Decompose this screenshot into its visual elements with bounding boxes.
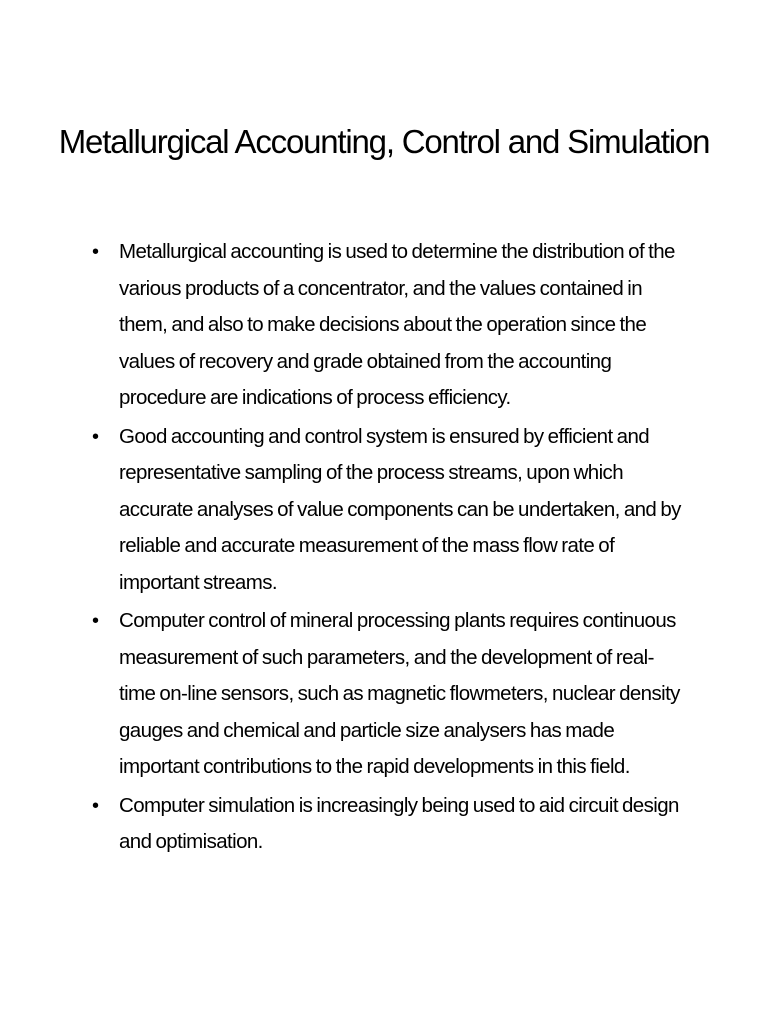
bullet-marker: • <box>92 425 99 448</box>
slide-title: Metallurgical Accounting, Control and Simulation <box>58 123 710 160</box>
bullet-item <box>88 788 688 861</box>
bullet-marker: • <box>92 241 99 263</box>
bullet-text: Computer control of mineral processing plants requires continuous measurement of such parameters, and the development of real-time on-line sensors, such as magnetic flowmeters, nuclear density gauges and chemical and particle size analysers has made important contributions to the rapid developments in this field. <box>119 609 680 778</box>
bullet-marker: • <box>92 610 99 632</box>
bullet-item <box>88 234 688 417</box>
bullet-item <box>88 419 688 602</box>
bullet-item <box>88 603 688 786</box>
bullet-list <box>88 234 688 863</box>
bullet-text: Metallurgical accounting is used to determine the distribution of the various products of a concentrator, and the values contained in them, and also to make decisions about the operation since the values of recovery and grade obtained from the accounting procedure are indications of process efficiency. <box>119 240 675 409</box>
bullet-marker: • <box>92 794 99 817</box>
bullet-text: Computer simulation is increasingly being used to aid circuit design and optimisation. <box>119 793 679 853</box>
bullet-text: Good accounting and control system is ensured by efficient and representative sampling of the process streams, upon which accurate analyses of value components can be undertaken, and by reliable and accurate measurement of the mass flow rate of important streams. <box>119 424 681 594</box>
